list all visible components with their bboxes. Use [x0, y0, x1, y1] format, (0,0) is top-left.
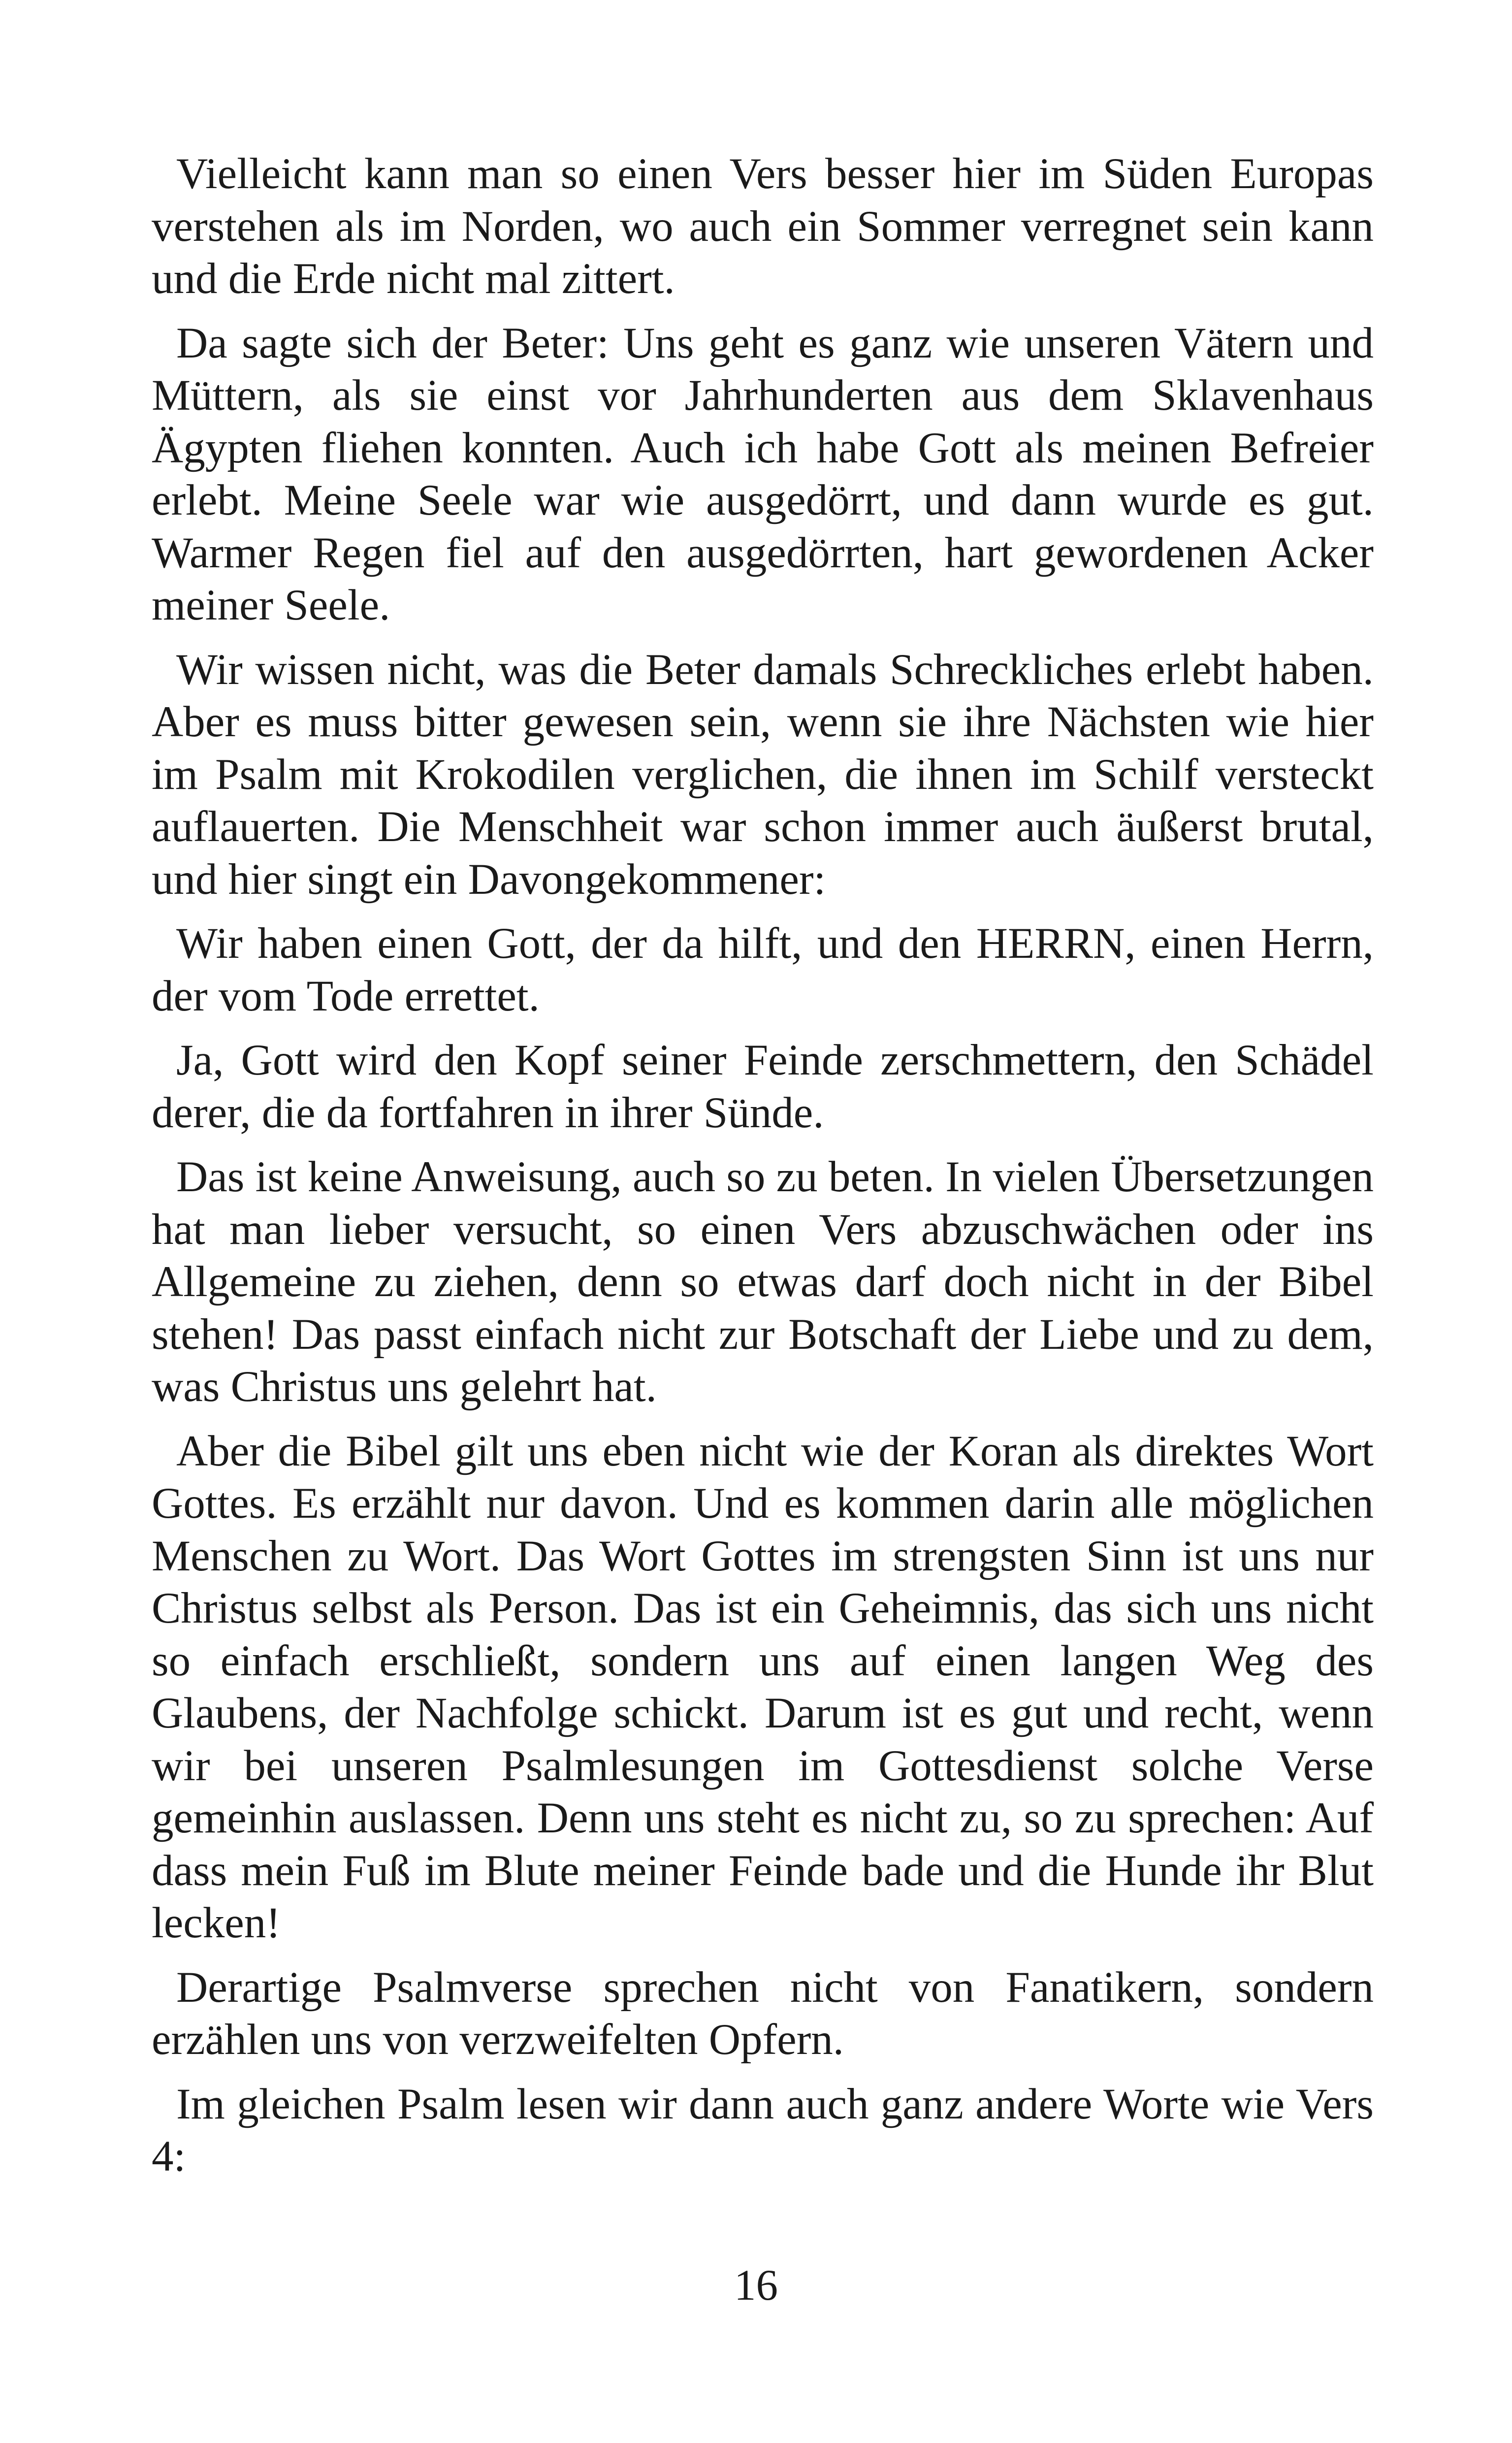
paragraph: Das ist keine Anweisung, auch so zu beten. In vielen Übersetzungen hat man lieber versucht, so einen Vers abzuschwächen oder ins Allgemeine zu ziehen, denn so etwas darf doch nicht in der Bibel stehen! Das passt einfach nicht zur Botschaft der Liebe und zu dem, was Christus uns gelehrt hat. — [152, 1153, 1374, 1411]
paragraph: Da sagte sich der Beter: Uns geht es ganz wie unseren Vätern und Müttern, als sie einst vor Jahrhunderten aus dem Sklavenhaus Ägypten fliehen konnten. Auch ich habe Gott als meinen Befreier erlebt. Meine Seele war wie ausgedörrt, und dann wurde es gut. Warmer Regen fiel auf den ausgedörrten, hart gewordenen Acker meiner Seele. — [152, 319, 1374, 629]
paragraph: Derartige Psalmverse sprechen nicht von Fanatikern, sondern erzählen uns von verzweifelten Opfern. — [152, 1963, 1374, 2064]
paragraph: Im gleichen Psalm lesen wir dann auch ganz andere Worte wie Vers 4: — [152, 2080, 1374, 2181]
paragraph: Vielleicht kann man so einen Vers besser hier im Süden Europas verstehen als im Norden, wo auch ein Sommer verregnet sein kann und die Erde nicht mal zittert. — [152, 150, 1374, 303]
paragraph: Ja, Gott wird den Kopf seiner Feinde zerschmettern, den Schädel derer, die da fortfahren in ihrer Sünde. — [152, 1036, 1374, 1137]
paragraph: Wir wissen nicht, was die Beter damals Schreckliches erlebt haben. Aber es muss bitter gewesen sein, wenn sie ihre Nächsten wie hier im Psalm mit Krokodilen verglichen, die ihnen im Schilf versteckt auflauerten. Die Menschheit war schon immer auch äußerst brutal, und hier singt ein Davongekommener: — [152, 645, 1374, 904]
body-text — [152, 148, 1374, 2195]
page-number: 16 — [734, 2261, 778, 2310]
paragraph: Aber die Bibel gilt uns eben nicht wie der Koran als direktes Wort Gottes. Es erzählt nur davon. Und es kommen darin alle möglichen Menschen zu Wort. Das Wort Gottes im strengsten Sinn ist uns nur Christus selbst als Person. Das ist ein Geheimnis, das sich uns nicht so einfach erschließt, sondern uns auf einen langen Weg des Glaubens, der Nachfolge schickt. Darum ist es gut und recht, wenn wir bei unseren Psalmlesungen im Gottesdienst solche Verse gemeinhin auslassen. Denn uns steht es nicht zu, so zu sprechen: Auf dass mein Fuß im Blute meiner Feinde bade und die Hunde ihr Blut lecken! — [152, 1427, 1374, 1947]
paragraph: Wir haben einen Gott, der da hilft, und den HERRN, einen Herrn, der vom Tode errettet. — [152, 919, 1374, 1020]
